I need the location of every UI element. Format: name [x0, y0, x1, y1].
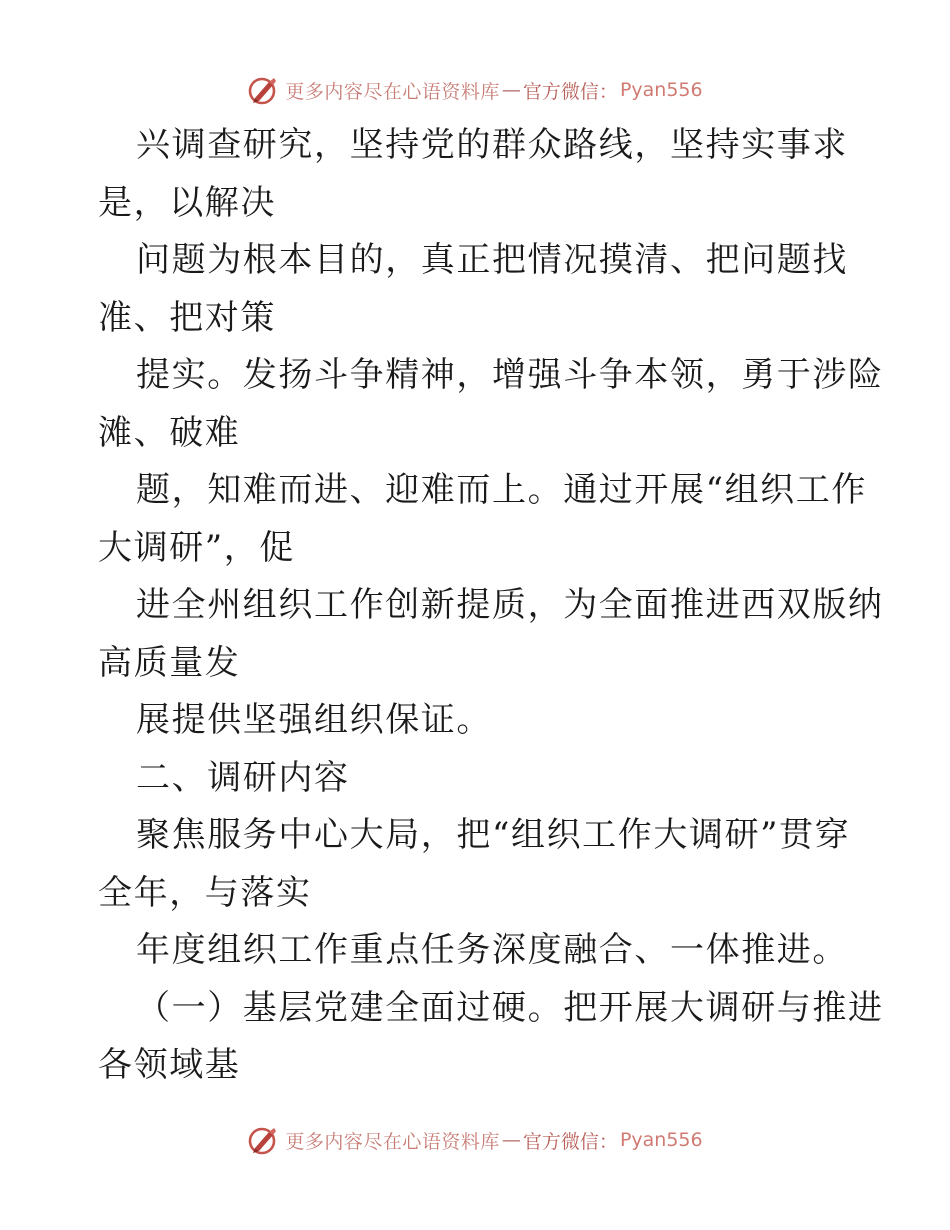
- text-line: 高质量发: [98, 642, 241, 683]
- watermark-wechat-label: 官方微信：: [522, 1130, 618, 1153]
- watermark-separator: —: [501, 79, 521, 101]
- text-line: 兴调查研究，坚持党的群众路线，坚持实事求: [136, 125, 848, 165]
- text-line: 题，知难而进、迎难而上。通过开展“组织工作: [136, 470, 867, 510]
- header-watermark: [0, 70, 950, 110]
- text-line: 进全州组织工作创新提质，为全面推进西双版纳: [136, 585, 884, 625]
- watermark-wechat-id: Pyan556: [619, 1129, 703, 1151]
- text-line: 提实。发扬斗争精神，增强斗争本领，勇于涉险: [136, 355, 884, 395]
- subsection-heading: （一）基层党建全面过硬。把开展大调研与推进: [136, 987, 884, 1028]
- watermark-wechat-id: Pyan556: [619, 79, 703, 101]
- text-line: 年度组织工作重点任务深度融合、一体推进。: [136, 930, 848, 970]
- text-line: 滩、破难: [98, 412, 241, 453]
- section-heading: 二、调研内容: [136, 757, 350, 798]
- document-body: [98, 117, 884, 1095]
- text-line: 问题为根本目的，真正把情况摸清、把问题找: [136, 240, 848, 280]
- text-line: 展提供坚强组织保证。: [136, 700, 492, 740]
- watermark-wechat-label: 官方微信：: [522, 80, 618, 103]
- watermark-separator: —: [501, 1129, 521, 1151]
- pen-logo-icon: [247, 74, 279, 106]
- text-line: 是，以解决: [98, 182, 276, 223]
- watermark-text: 更多内容尽在心语资料库: [285, 1130, 500, 1153]
- watermark-text: 更多内容尽在心语资料库: [285, 80, 500, 103]
- text-line: 聚焦服务中心大局，把“组织工作大调研”贯穿: [136, 815, 851, 855]
- text-line: 准、把对策: [98, 297, 276, 338]
- text-line: 各领域基: [98, 1045, 241, 1085]
- text-line: 大调研”，促: [98, 527, 295, 568]
- text-line: 全年，与落实: [98, 872, 312, 913]
- footer-watermark: [0, 1120, 950, 1160]
- pen-logo-icon: [247, 1124, 279, 1156]
